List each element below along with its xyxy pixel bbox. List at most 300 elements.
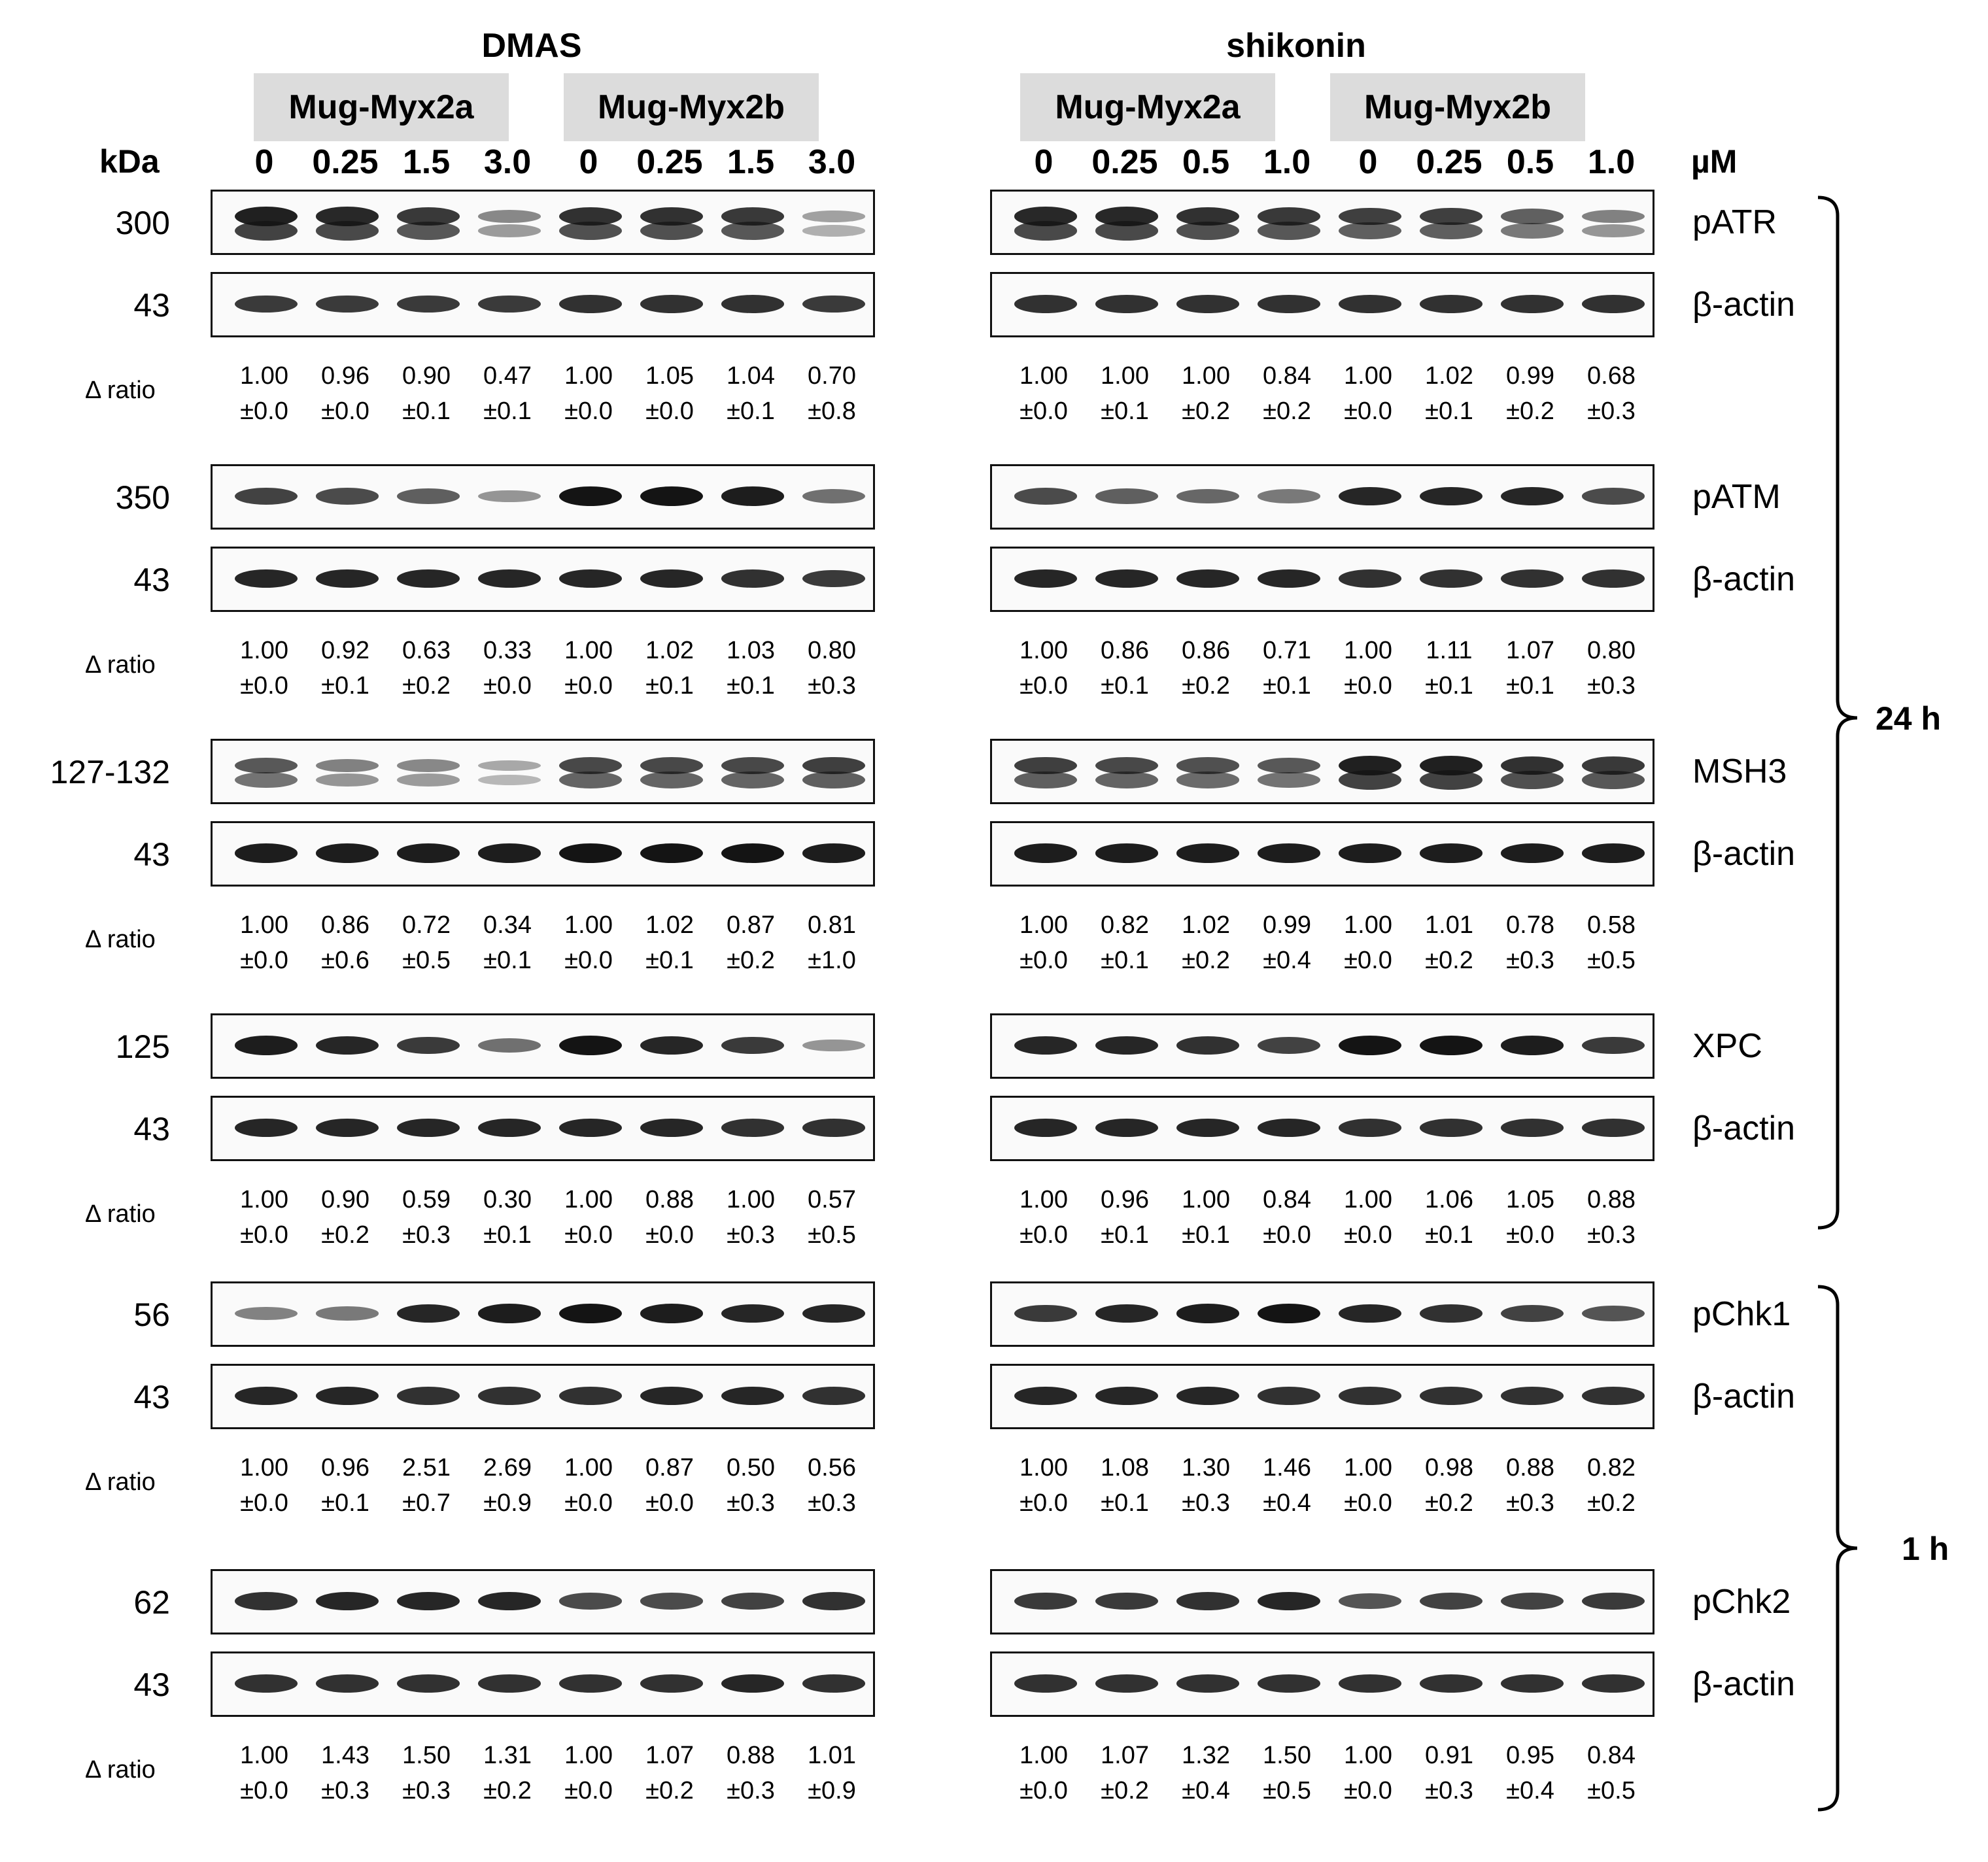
protein-band [1582, 1037, 1645, 1055]
protein-band [235, 1036, 298, 1055]
protein-band [1420, 1036, 1482, 1055]
protein-band [721, 222, 784, 240]
protein-band [235, 221, 298, 241]
ratio-sd: ±0.3 [727, 1777, 775, 1804]
protein-band [559, 1387, 622, 1405]
protein-band [1258, 569, 1320, 588]
blot-actin-shikonin-2 [990, 547, 1654, 612]
ratio-mean: 1.00 [564, 362, 613, 390]
ratio-mean: 1.00 [564, 911, 613, 939]
protein-band [1095, 1674, 1158, 1693]
protein-band [235, 1674, 298, 1693]
protein-band [478, 1674, 541, 1693]
protein-band [1339, 1036, 1401, 1055]
ratio-mean: 0.96 [1101, 1186, 1149, 1213]
protein-band [1014, 1674, 1077, 1693]
protein-band [1501, 569, 1564, 588]
kda-label: 62 [133, 1584, 170, 1621]
ratio-sd: ±0.1 [1101, 672, 1149, 700]
kda-label: 350 [115, 479, 170, 516]
concentration-shikonin-lane-6: 0.25 [1416, 143, 1482, 181]
ratio-mean: 0.80 [808, 637, 856, 664]
protein-band [721, 1387, 784, 1405]
ratio-mean: 0.59 [402, 1186, 451, 1213]
ratio-mean: 0.63 [402, 637, 451, 664]
ratio-mean: 0.87 [727, 911, 775, 939]
ratio-sd: ±0.2 [402, 672, 451, 700]
protein-band [1176, 1036, 1239, 1055]
protein-band [1420, 1674, 1482, 1693]
protein-label: pChk2 [1692, 1583, 1791, 1621]
protein-band [1420, 770, 1482, 790]
protein-band [1258, 1304, 1320, 1323]
ratio-mean: 0.58 [1587, 911, 1636, 939]
blot-msh3-shikonin [990, 739, 1654, 804]
ratio-mean: 0.90 [402, 362, 451, 390]
protein-band [559, 1119, 622, 1137]
protein-band [1095, 221, 1158, 240]
ratio-sd: ±0.0 [1344, 1777, 1392, 1804]
ratio-sd: ±0.0 [1020, 1221, 1068, 1249]
ratio-mean: 1.00 [240, 362, 288, 390]
blot-actin-dmas-6 [211, 1651, 875, 1717]
ratio-mean: 1.31 [483, 1742, 532, 1769]
protein-band [1258, 295, 1320, 313]
ratio-sd: ±0.4 [1263, 1489, 1311, 1517]
time-brackets [1818, 190, 1988, 1824]
loading-control-label: β-actin [1692, 560, 1796, 598]
protein-band [1501, 1036, 1564, 1055]
blot-actin-dmas-1 [211, 272, 875, 337]
protein-band [1582, 210, 1645, 223]
ratio-mean: 1.00 [1020, 1454, 1068, 1481]
protein-band [235, 569, 298, 588]
ratio-mean: 1.00 [1020, 1186, 1068, 1213]
protein-band [559, 486, 622, 506]
protein-label: MSH3 [1692, 753, 1787, 790]
protein-band [1176, 1387, 1239, 1405]
ratio-mean: 1.46 [1263, 1454, 1311, 1481]
ratio-mean: 0.87 [645, 1454, 694, 1481]
protein-band [1339, 1304, 1401, 1323]
ratio-sd: ±0.4 [1263, 947, 1311, 974]
protein-band [316, 773, 379, 787]
protein-band [640, 1387, 703, 1405]
protein-band [1501, 209, 1564, 224]
ratio-sd: ±0.0 [1344, 1489, 1392, 1517]
ratio-sd: ±0.5 [402, 947, 451, 974]
ratio-mean: 0.99 [1263, 911, 1311, 939]
blot-msh3-dmas [211, 739, 875, 804]
protein-band [1582, 1119, 1645, 1137]
protein-band [235, 1119, 298, 1137]
protein-band [235, 1592, 298, 1610]
ratio-sd: ±0.0 [1506, 1221, 1554, 1249]
concentration-dmas-lane-3: 1.5 [402, 143, 451, 181]
group-left-a: Mug-Myx2a [254, 73, 509, 141]
kda-label: 56 [133, 1296, 170, 1333]
ratio-mean: 0.71 [1263, 637, 1311, 664]
ratio-sd: ±0.2 [1182, 672, 1230, 700]
protein-band [1339, 1119, 1401, 1137]
ratio-mean: 0.99 [1506, 362, 1554, 390]
blot-pchk2-dmas [211, 1569, 875, 1634]
protein-band [316, 1674, 379, 1693]
protein-band [802, 1387, 865, 1405]
bracket-24h [1818, 197, 1857, 1228]
protein-band [1176, 1119, 1239, 1137]
protein-band [1258, 489, 1320, 503]
ratio-sd: ±0.4 [1182, 1777, 1230, 1804]
ratio-mean: 1.02 [645, 911, 694, 939]
protein-band [1582, 224, 1645, 237]
protein-band [1420, 295, 1482, 313]
protein-band [721, 843, 784, 863]
ratio-mean: 1.00 [1344, 1454, 1392, 1481]
protein-band [640, 486, 703, 506]
concentration-shikonin-lane-4: 1.0 [1263, 143, 1311, 181]
ratio-sd: ±0.2 [727, 947, 775, 974]
protein-band [721, 295, 784, 313]
protein-band [1258, 1592, 1320, 1610]
protein-band [1339, 222, 1401, 240]
protein-band [1176, 1674, 1239, 1693]
ratio-mean: 0.78 [1506, 911, 1554, 939]
blot-actin-dmas-5 [211, 1364, 875, 1429]
ratio-sd: ±0.0 [1344, 947, 1392, 974]
protein-band [559, 1304, 622, 1323]
protein-band [1420, 843, 1482, 862]
concentration-dmas-lane-6: 0.25 [636, 143, 703, 181]
ratio-mean: 0.84 [1587, 1742, 1636, 1769]
ratio-mean: 1.00 [240, 911, 288, 939]
ratio-mean: 1.04 [727, 362, 775, 390]
ratio-sd: ±0.0 [1344, 1221, 1392, 1249]
ratio-mean: 1.00 [727, 1186, 775, 1213]
blot-pchk2-shikonin [990, 1569, 1654, 1634]
protein-band [802, 489, 865, 503]
protein-band [640, 1036, 703, 1055]
ratio-sd: ±0.0 [645, 1221, 694, 1249]
protein-band [559, 1674, 622, 1693]
protein-band [235, 296, 298, 313]
blot-actin-shikonin-3 [990, 821, 1654, 887]
ratio-mean: 0.88 [1506, 1454, 1554, 1481]
kda-header: kDa [99, 143, 160, 180]
ratio-mean: 0.82 [1101, 911, 1149, 939]
ratio-sd: ±0.3 [1587, 1221, 1636, 1249]
protein-band [1095, 771, 1158, 788]
ratio-sd: ±0.0 [1263, 1221, 1311, 1249]
protein-band [235, 758, 298, 773]
protein-band [640, 1304, 703, 1323]
protein-band [1258, 843, 1320, 862]
concentration-dmas-lane-2: 0.25 [312, 143, 379, 181]
ratio-sd: ±0.1 [483, 1221, 532, 1249]
ratio-sd: ±0.1 [321, 672, 369, 700]
ratio-sd: ±0.3 [321, 1777, 369, 1804]
protein-band [640, 1593, 703, 1609]
kda-label: 300 [115, 205, 170, 241]
protein-band [316, 488, 379, 504]
ratio-mean: 0.84 [1263, 362, 1311, 390]
kda-label-loading: 43 [133, 1379, 170, 1415]
ratio-sd: ±0.0 [645, 1489, 694, 1517]
ratio-sd: ±0.3 [1506, 1489, 1554, 1517]
protein-band [478, 1387, 541, 1405]
ratio-sd: ±0.1 [1182, 1221, 1230, 1249]
treatment-title-dmas: DMAS [481, 27, 582, 65]
ratio-mean: 0.96 [321, 1454, 369, 1481]
protein-band [1582, 1674, 1645, 1693]
protein-band [397, 773, 460, 787]
ratio-sd: ±0.2 [1101, 1777, 1149, 1804]
ratio-sd: ±0.3 [727, 1221, 775, 1249]
ratio-sd: ±0.1 [727, 398, 775, 425]
protein-band [1014, 1305, 1077, 1323]
ratio-sd: ±0.2 [1182, 947, 1230, 974]
ratio-sd: ±0.2 [1263, 398, 1311, 425]
time-label-24h: 24 h [1876, 700, 1942, 737]
protein-band [397, 1037, 460, 1055]
ratio-mean: 0.86 [1101, 637, 1149, 664]
ratio-sd: ±0.1 [1506, 672, 1554, 700]
protein-band [1014, 1593, 1077, 1610]
protein-band [1420, 1387, 1482, 1405]
protein-band [640, 1674, 703, 1693]
ratio-sd: ±0.0 [564, 947, 613, 974]
protein-band [1420, 1304, 1482, 1323]
protein-band [1501, 1305, 1564, 1322]
protein-band [1582, 1387, 1645, 1405]
ratio-mean: 1.00 [1344, 911, 1392, 939]
protein-band [802, 1040, 865, 1052]
ratio-mean: 0.88 [727, 1742, 775, 1769]
protein-band [1582, 771, 1645, 789]
ratio-mean: 0.86 [1182, 637, 1230, 664]
ratio-sd: ±0.2 [645, 1777, 694, 1804]
ratio-sd: ±0.6 [321, 947, 369, 974]
ratio-sd: ±0.1 [321, 1489, 369, 1517]
protein-band [397, 759, 460, 772]
protein-band [1339, 569, 1401, 588]
concentration-dmas-lane-1: 0 [254, 143, 274, 181]
ratio-sd: ±0.1 [1101, 947, 1149, 974]
protein-band [1420, 222, 1482, 240]
ratio-sd: ±0.0 [240, 672, 288, 700]
concentration-shikonin-lane-7: 0.5 [1506, 143, 1554, 181]
ratio-sd: ±0.0 [1020, 1489, 1068, 1517]
ratio-mean: 1.50 [402, 1742, 451, 1769]
protein-band [1258, 1387, 1320, 1405]
blot-xpc-dmas [211, 1013, 875, 1079]
kda-label-loading: 43 [133, 836, 170, 873]
protein-band [559, 1036, 622, 1055]
concentration-shikonin-lane-8: 1.0 [1587, 143, 1636, 181]
blot-patr-dmas [211, 190, 875, 255]
ratio-sd: ±0.3 [402, 1777, 451, 1804]
protein-band [1339, 487, 1401, 505]
protein-band [316, 843, 379, 862]
ratio-mean: 1.00 [1344, 1742, 1392, 1769]
ratio-mean: 1.00 [1020, 637, 1068, 664]
protein-band [478, 569, 541, 588]
protein-band [478, 1304, 541, 1323]
ratio-sd: ±0.1 [1425, 398, 1473, 425]
concentration-dmas-lane-5: 0 [579, 143, 598, 181]
protein-band [802, 771, 865, 789]
protein-band [640, 843, 703, 863]
protein-band [478, 224, 541, 237]
ratio-mean: 0.56 [808, 1454, 856, 1481]
kda-label-loading: 43 [133, 1667, 170, 1703]
delta-ratio-label: Δ ratio [85, 1200, 156, 1228]
protein-band [640, 569, 703, 588]
ratio-sd: ±0.4 [1506, 1777, 1554, 1804]
protein-band [316, 1036, 379, 1055]
protein-band [316, 1387, 379, 1405]
concentration-dmas-lane-7: 1.5 [727, 143, 775, 181]
concentration-dmas-lane-4: 3.0 [483, 143, 532, 181]
protein-band [559, 771, 622, 788]
protein-band [802, 225, 865, 236]
protein-band [1258, 1674, 1320, 1693]
protein-band [721, 1119, 784, 1137]
kda-label-loading: 43 [133, 287, 170, 324]
protein-band [1176, 489, 1239, 504]
protein-band [235, 843, 298, 862]
ratio-sd: ±0.8 [808, 398, 856, 425]
ratio-sd: ±0.9 [483, 1489, 532, 1517]
protein-band [1501, 843, 1564, 862]
protein-band [1014, 569, 1077, 588]
group-left-b: Mug-Myx2b [564, 73, 819, 141]
protein-band [1501, 295, 1564, 313]
protein-band [721, 486, 784, 505]
kda-label: 127-132 [50, 754, 170, 790]
ratio-sd: ±0.1 [727, 672, 775, 700]
protein-band [1095, 1387, 1158, 1405]
protein-band [478, 760, 541, 771]
ratio-mean: 1.00 [240, 1454, 288, 1481]
ratio-sd: ±0.7 [402, 1489, 451, 1517]
protein-band [478, 1119, 541, 1137]
ratio-mean: 1.11 [1426, 637, 1473, 664]
protein-band [1582, 295, 1645, 313]
ratio-mean: 0.34 [483, 911, 532, 939]
ratio-sd: ±0.0 [483, 672, 532, 700]
ratio-mean: 0.92 [321, 637, 369, 664]
ratio-sd: ±0.0 [240, 947, 288, 974]
ratio-mean: 0.91 [1425, 1742, 1473, 1769]
ratio-mean: 1.30 [1182, 1454, 1230, 1481]
protein-band [1095, 1593, 1158, 1610]
protein-band [397, 222, 460, 240]
protein-band [235, 488, 298, 505]
ratio-mean: 0.88 [645, 1186, 694, 1213]
protein-band [721, 1674, 784, 1693]
ratio-mean: 0.30 [483, 1186, 532, 1213]
ratio-sd: ±0.3 [1587, 672, 1636, 700]
ratio-mean: 1.00 [564, 1186, 613, 1213]
protein-band [1014, 221, 1077, 240]
ratio-mean: 0.84 [1263, 1186, 1311, 1213]
ratio-sd: ±0.0 [564, 672, 613, 700]
protein-band [316, 296, 379, 313]
ratio-mean: 0.72 [402, 911, 451, 939]
ratio-sd: ±0.1 [483, 947, 532, 974]
ratio-mean: 0.81 [808, 911, 856, 939]
protein-band [721, 1037, 784, 1055]
ratio-mean: 1.07 [1101, 1742, 1149, 1769]
protein-band [1501, 1387, 1564, 1405]
protein-band [721, 771, 784, 788]
ratio-sd: ±0.2 [483, 1777, 532, 1804]
concentration-shikonin-lane-5: 0 [1358, 143, 1378, 181]
ratio-mean: 1.03 [727, 637, 775, 664]
ratio-mean: 1.00 [564, 637, 613, 664]
protein-band [1095, 1036, 1158, 1055]
ratio-sd: ±0.3 [1182, 1489, 1230, 1517]
kda-label-loading: 43 [133, 562, 170, 598]
protein-band [1582, 843, 1645, 862]
ratio-sd: ±0.0 [240, 1221, 288, 1249]
ratio-sd: ±0.0 [321, 398, 369, 425]
ratio-sd: ±0.2 [321, 1221, 369, 1249]
protein-band [1582, 569, 1645, 588]
ratio-sd: ±0.1 [1263, 672, 1311, 700]
delta-ratio-label: Δ ratio [85, 651, 156, 679]
ratio-mean: 1.00 [1344, 637, 1392, 664]
ratio-sd: ±0.5 [1587, 947, 1636, 974]
protein-band [1176, 843, 1239, 862]
blot-actin-dmas-4 [211, 1096, 875, 1161]
protein-band [1258, 1119, 1320, 1137]
ratio-mean: 0.50 [727, 1454, 775, 1481]
concentration-shikonin-lane-2: 0.25 [1091, 143, 1158, 181]
protein-band [1014, 1036, 1077, 1055]
ratio-mean: 0.95 [1506, 1742, 1554, 1769]
protein-band [640, 1119, 703, 1137]
protein-band [316, 221, 379, 240]
ratio-mean: 0.68 [1587, 362, 1636, 390]
protein-band [235, 1387, 298, 1405]
protein-band [478, 1592, 541, 1610]
protein-band [1095, 1304, 1158, 1323]
protein-label: pChk1 [1692, 1295, 1791, 1333]
ratio-mean: 1.00 [1020, 362, 1068, 390]
ratio-sd: ±0.1 [1101, 1489, 1149, 1517]
protein-band [1095, 488, 1158, 504]
ratio-mean: 0.90 [321, 1186, 369, 1213]
protein-band [1258, 772, 1320, 788]
protein-band [478, 775, 541, 785]
protein-band [1339, 770, 1401, 790]
loading-control-label: β-actin [1692, 1378, 1796, 1415]
ratio-sd: ±0.0 [1344, 398, 1392, 425]
ratio-sd: ±0.1 [1425, 1221, 1473, 1249]
ratio-sd: ±0.0 [240, 1777, 288, 1804]
concentration-shikonin-lane-1: 0 [1034, 143, 1054, 181]
protein-band [397, 1304, 460, 1323]
ratio-sd: ±0.0 [645, 398, 694, 425]
protein-band [559, 569, 622, 588]
time-label-1h: 1 h [1902, 1531, 1949, 1567]
ratio-mean: 0.33 [483, 637, 532, 664]
loading-control-label: β-actin [1692, 286, 1796, 324]
protein-band [721, 569, 784, 588]
blot-patr-shikonin [990, 190, 1654, 255]
